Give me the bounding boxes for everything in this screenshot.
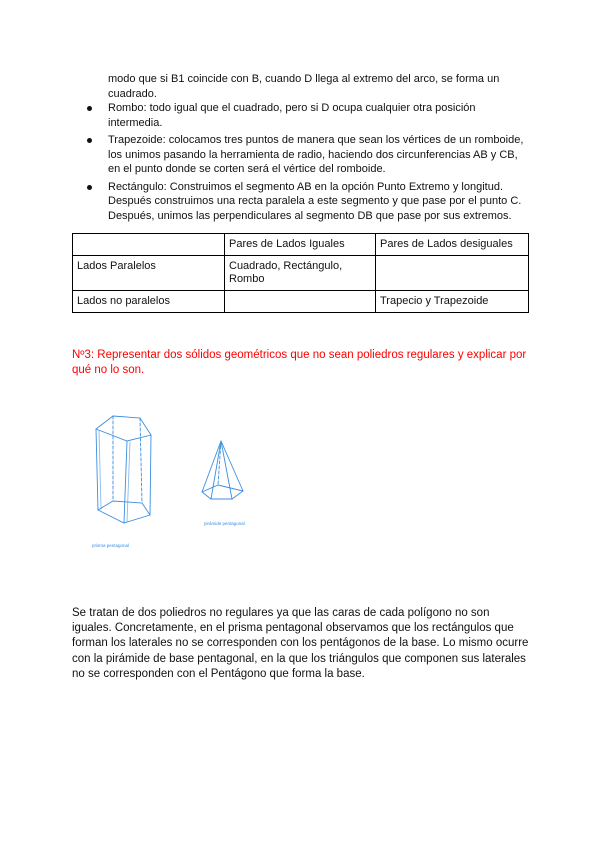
table-header-cell: Pares de Lados desiguales: [376, 234, 529, 256]
pyramid-label: pirámide pentagonal: [204, 521, 245, 526]
bullet-dot-icon: [87, 138, 92, 143]
table-header-row: [73, 234, 529, 256]
table-cell: [376, 256, 529, 291]
list-item-text: Rectángulo: Construimos el segmento AB en la opción Punto Extremo y longitud. Después construimos una recta paralela a este segmento y que pase por el punto C. Después, unimos las perpendiculares al segmento DB que pase por sus extremos.: [108, 180, 522, 222]
table-cell: Lados Paralelos: [73, 256, 225, 291]
table-cell: Cuadrado, Rectángulo, Rombo: [225, 256, 376, 291]
list-item-rombo: [72, 101, 532, 130]
exercise-title: Nº3: Representar dos sólidos geométricos que no sean poliedros regulares y explicar por qué no lo son.: [72, 349, 527, 376]
list-item-text: Rombo: todo igual que el cuadrado, pero si D ocupa cualquier otra posición intermedia.: [108, 102, 476, 129]
bullet-dot-icon: [87, 106, 92, 111]
table-cell: Trapecio y Trapezoide: [376, 291, 529, 313]
sides-classification-table: [72, 233, 529, 313]
pentagonal-pyramid-drawing: [202, 441, 243, 499]
table-row: [73, 291, 529, 313]
list-item-trapezoide: [72, 133, 532, 177]
explanation-paragraph: Se tratan de dos poliedros no regulares ya que las caras de cada polígono no son iguales. Concretamente, en el prisma pentagonal observamos que los rectángulos que forman los laterales no se corresponden con los pentágonos de la base. Lo mismo ocurre con la pirámide de base pentagonal, en la que los triángulos que componen sus laterales no se corresponden con el Pentágono que forma la base.: [72, 607, 529, 680]
continuation-paragraph: modo que si B1 coincide con B, cuando D llega al extremo del arco, se forma un cuadrado.: [108, 73, 500, 100]
solids-sketch: [80, 405, 280, 565]
list-item-rectangulo: [72, 180, 532, 224]
table-cell: [225, 291, 376, 313]
table-header-cell: [73, 234, 225, 256]
list-item-text: Trapezoide: colocamos tres puntos de manera que sean los vértices de un romboide, los unimos pasando la herramienta de radio, haciendo dos circunferencias AB y CB, en el punto donde se corten será el vértice del romboide.: [108, 134, 524, 175]
pentagonal-prism-drawing: [96, 416, 151, 523]
table-header-cell: Pares de Lados Iguales: [225, 234, 376, 256]
bullet-dot-icon: [87, 185, 92, 190]
prism-label: prisma pentagonal: [92, 543, 130, 548]
table-row: [73, 256, 529, 291]
quadrilateral-construction-list: [72, 101, 532, 226]
table-cell: Lados no paralelos: [73, 291, 225, 313]
